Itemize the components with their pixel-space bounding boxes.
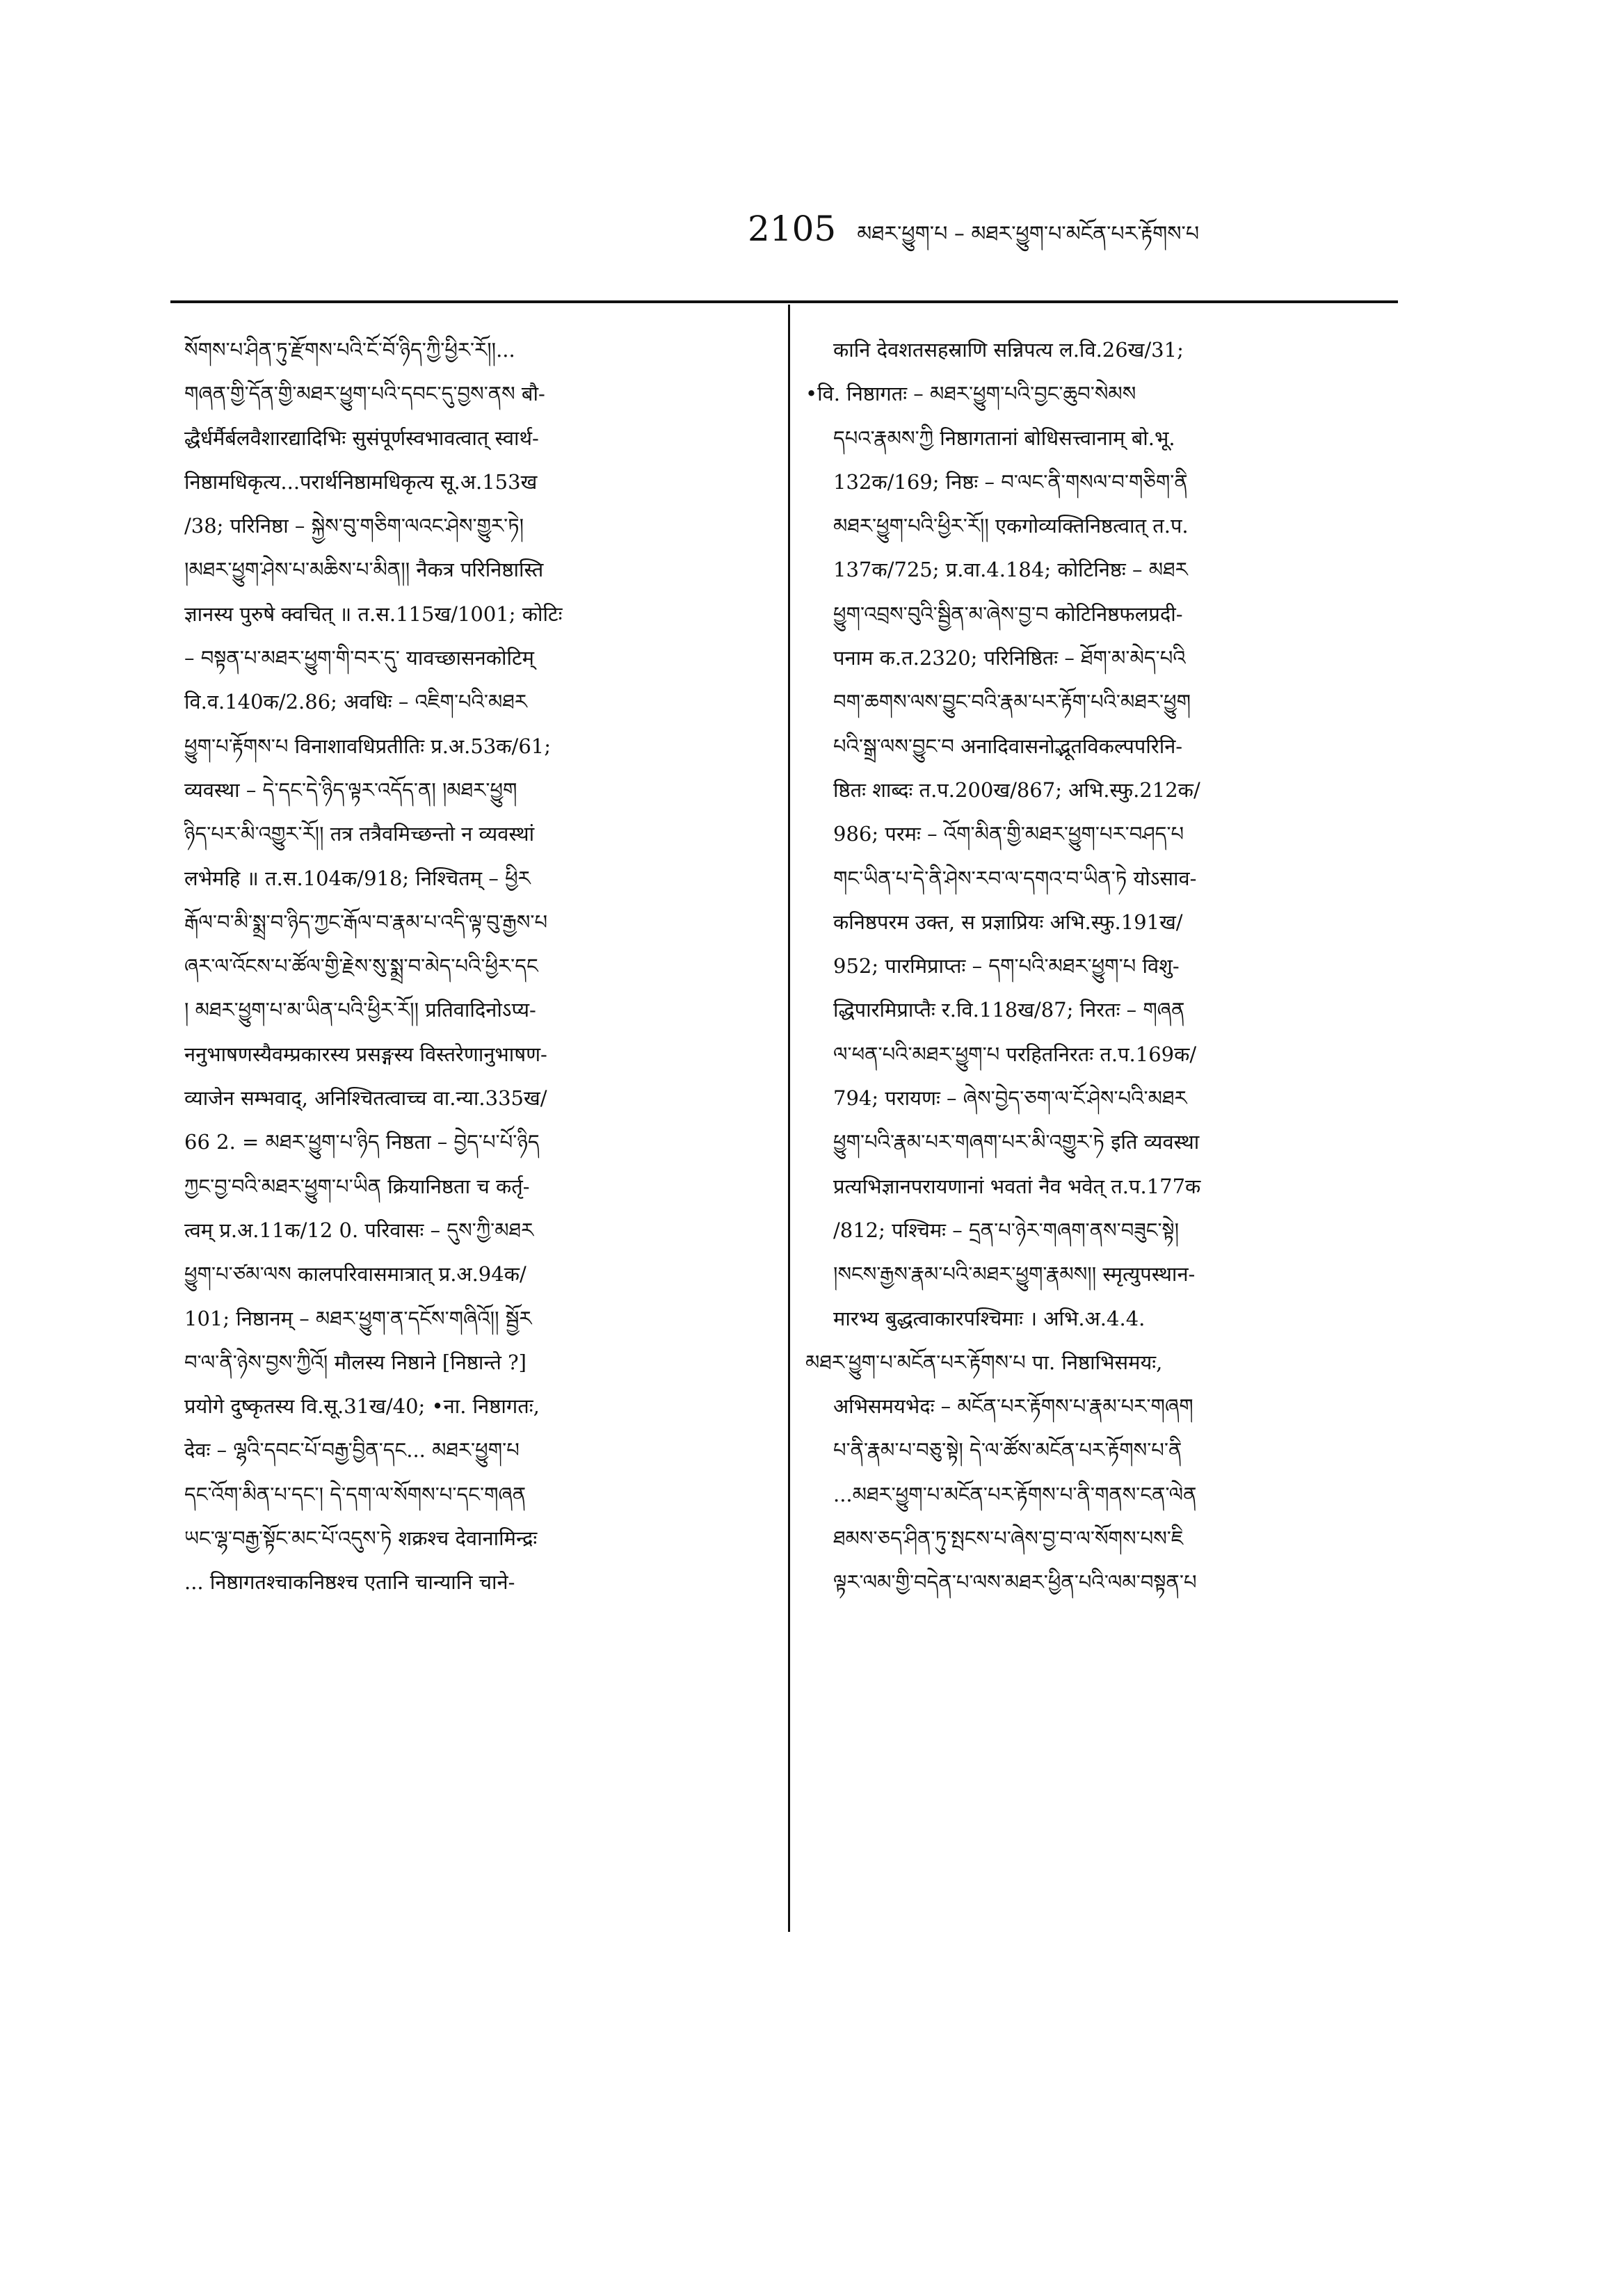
text-line: – བསྟན་པ་མཐར་ཕྱུག་གི་བར་དུ་ यावच्छासनकोटिम् [184, 646, 534, 670]
text-line: /38; परिनिष्ठा – སྐྱེས་བུ་གཅིག་ལའང་ཤེས་གྱུར་ཏེ། [184, 514, 524, 538]
page-header [748, 209, 1199, 269]
text-line: ज्ञानस्य पुरुषे क्वचित् ॥ त.स.115ख/1001; कोटिः [184, 602, 563, 626]
text-line: གང་ཡིན་པ་དེ་ནི་ཤེས་རབ་ལ་དགའ་བ་ཡིན་ཏེ योऽसाव- [833, 866, 1197, 890]
text-line: པའི་སྒྲ་ལས་བྱུང་བ अनादिवासनोद्भूतविकल्पपरिनि- [833, 734, 1183, 758]
text-line: द्धिपारमिप्राप्तैः र.वि.118ख/87; निरतः – གཞན [833, 998, 1185, 1022]
text-line: व्याजेन सम्भवाद्, अनिश्चितत्वाच्च वा.न्या.335ख/ [184, 1086, 547, 1111]
text-line: པ་ནི་རྣམ་པ་བཅུ་སྟེ། དེ་ལ་ཚོས་མངོན་པར་རྟོགས་པ་ནི [833, 1438, 1182, 1462]
entry-headword-line: མཐར་ཕྱུག་པ་མངོན་པར་རྟོགས་པ पा. निष्ठाभिसमयः, [805, 1350, 1163, 1374]
text-line: ། མཐར་ཕྱུག་པ་མ་ཡིན་པའི་ཕྱིར་རོ།། प्रतिवादिनोऽप्य- [184, 998, 536, 1022]
text-line: मारभ्य बुद्धत्वाकारपश्चिमाः । अभि.अ.4.4. [833, 1306, 1145, 1330]
text-line: ཕྱུག་པ་ཙམ་ལས कालपरिवासमात्रात् प्र.अ.94क/ [184, 1262, 526, 1287]
text-line: སོགས་པ་ཤིན་ཏུ་རྫོགས་པའི་ངོ་བོ་ཉིད་ཀྱི་ཕྱིར་རོ།།... [184, 338, 515, 362]
text-line: མཐར་ཕྱུག་པའི་ཕྱིར་རོ།། एकगोव्यक्तिनिष्ठत्वात् त.प. [833, 514, 1189, 538]
text-line: ཕྱུག་པའི་རྣམ་པར་གཞག་པར་མི་འགྱུར་ཏེ इति व्यवस्था [833, 1130, 1200, 1154]
text-line: ... निष्ठागतश्चाकनिष्ठश्च एतानि चान्यानि चाने- [184, 1570, 515, 1595]
text-line: 66 2. = མཐར་ཕྱུག་པ་ཉིད निष्ठता – བྱེད་པ་པོ་ཉིད [184, 1130, 540, 1154]
text-line: ཐམས་ཅད་ཤིན་ཏུ་སྤངས་པ་ཞེས་བྱ་བ་ལ་སོགས་པས་ཇི [833, 1526, 1184, 1551]
text-line: །མཐར་ཕྱུག་ཤེས་པ་མཆིས་པ་མིན།། नैकत्र परिनिष्ठास्ति [184, 558, 544, 582]
text-line: कनिष्ठपरम उक्त, स प्रज्ञाप्रियः अभि.स्फु.191ख/ [833, 910, 1183, 934]
text-line: निष्ठामधिकृत्य...परार्थनिष्ठामधिकृत्य सू.अ.153ख [184, 469, 538, 494]
text-line: प्रत्यभिज्ञानपरायणानां भवतां नैव भवेत् त.प.177क [833, 1174, 1201, 1198]
text-line: वि.व.140क/2.86; अवधिः – འཇིག་པའི་མཐར [184, 690, 527, 714]
text-line: ཡང་ལྷ་བརྒྱ་སྟོང་མང་པོ་འདུས་ཏེ शक्रश्च देवानामिन्द्रः [184, 1526, 538, 1551]
text-line: །སངས་རྒྱས་རྣམ་པའི་མཐར་ཕྱུག་རྣམས།། स्मृत्युपस्थान- [833, 1262, 1196, 1287]
text-line: देवः – ལྷའི་དབང་པོ་བརྒྱ་བྱིན་དང... མཐར་ཕྱུག་པ [184, 1438, 520, 1462]
text-line: पनाम क.त.2320; परिनिष्ठितः – ཐོག་མ་མེད་པའི [833, 646, 1186, 670]
right-column [805, 328, 1404, 1945]
text-line: •वि. निष्ठागतः – མཐར་ཕྱུག་པའི་བྱང་ཆུབ་སེམས [805, 382, 1136, 406]
text-line: ष्ठितः शाब्दः त.प.200ख/867; अभि.स्फु.212क/ [833, 777, 1200, 802]
text-line: 137क/725; प्र.वा.4.184; कोटिनिष्ठः – མཐར [833, 558, 1188, 582]
text-line: 986; परमः – འོག་མིན་གྱི་མཐར་ཕྱུག་པར་བཤད་པ [833, 822, 1184, 846]
text-line: 101; निष्ठानम् – མཐར་ཕྱུག་ན་དངོས་གཞིའོ།། སྦྱོར [184, 1306, 532, 1330]
text-line: བ་ལ་ནི་ཉེས་བྱས་ཀྱིའོ། मौलस्य निष्ठाने [निष्ठान्ते ?] [184, 1350, 526, 1374]
text-line: 794; परायणः – ཞེས་བྱེད་ཅག་ལ་ངོ་ཤེས་པའི་མཐར [833, 1086, 1187, 1111]
text-line: བག་ཆགས་ལས་བྱུང་བའི་རྣམ་པར་རྟོག་པའི་མཐར་ཕྱུག [833, 690, 1191, 714]
text-line: དཔའ་རྣམས་ཀྱི निष्ठागतानां बोधिसत्त्वानाम् बो.भू. [833, 426, 1175, 450]
page-number: 2105 [748, 209, 837, 249]
text-line: ...མཐར་ཕྱུག་པ་མངོན་པར་རྟོགས་པ་ནི་གནས་ངན་ལེན [833, 1482, 1197, 1506]
text-line: གཞན་གྱི་དོན་གྱི་མཐར་ཕྱུག་པའི་དབང་དུ་བྱས་ནས बौ- [184, 382, 545, 406]
text-line: द्धैर्धर्मैर्बलवैशारद्यादिभिः सुसंपूर्णस्वभावत्वात् स्वार्थ- [184, 426, 539, 450]
header-rule [170, 300, 1398, 303]
text-line: ལྟར་ལམ་གྱི་བདེན་པ་ལས་མཐར་ཕྱིན་པའི་ལམ་བསྟན་པ [833, 1570, 1197, 1595]
text-line: དང་འོག་མིན་པ་དང་། དེ་དག་ལ་སོགས་པ་དང་གཞན [184, 1482, 526, 1506]
text-line: लभेमहि ॥ त.स.104क/918; निश्चितम् – ཕྱིར [184, 866, 531, 890]
text-line: ཕྱུག་འབྲས་བུའི་སྦྱིན་མ་ཞེས་བྱ་བ कोटिनिष्ठफलप्रदी- [833, 602, 1183, 626]
text-line: /812; पश्चिमः – དྲན་པ་ཉེར་གཞག་ནས་བཟུང་སྟེ། [833, 1218, 1180, 1242]
text-line: 952; पारमिप्राप्तः – དག་པའི་མཐར་ཕྱུག་པ विशु- [833, 954, 1180, 978]
text-line: ཞར་ལ་འོངས་པ་ཚོལ་གྱི་རྗེས་སུ་སྨྲ་བ་མེད་པའི་ཕྱིར་དང [184, 954, 538, 978]
text-line: प्रयोगे दुष्कृतस्य वि.सू.31ख/40; •ना. निष्ठागतः, [184, 1394, 540, 1419]
text-line: ཉིད་པར་མི་འགྱུར་རོ།། तत्र तत्रैवमिच्छन्तो न व्यवस्थां [184, 822, 535, 846]
text-line: ཕྱུག་པ་རྟོགས་པ विनाशावधिप्रतीतिः प्र.अ.53क/61; [184, 734, 551, 758]
text-line: རྒོལ་བ་མི་སྨྲ་བ་ཉིད་ཀྱང་རྒོལ་བ་རྣམ་པ་འདི་ལྟ་བུ་རྒྱས་པ [184, 910, 548, 934]
text-line: ལ་ཕན་པའི་མཐར་ཕྱུག་པ परहितनिरतः त.प.169क/ [833, 1042, 1197, 1066]
text-line: ཀྱང་བྱ་བའི་མཐར་ཕྱུག་པ་ཡིན क्रियानिष्ठता च कर्तृ- [184, 1174, 530, 1198]
text-line: अभिसमयभेदः – མངོན་པར་རྟོགས་པ་རྣམ་པར་གཞག [833, 1394, 1193, 1419]
column-divider [788, 305, 790, 1932]
text-line: कानि देवशतसहस्राणि सन्निपत्य ल.वि.26ख/31; [833, 338, 1184, 362]
running-header-title: མཐར་ཕྱུག་པ – མཐར་ཕྱུག་པ་མངོན་པར་རྟོགས་པ [857, 222, 1200, 246]
text-line: व्यवस्था – དེ་དང་དེ་ཉིད་ལྟར་འདོད་ན། །མཐར་ཕྱུག [184, 777, 517, 802]
left-column [184, 328, 772, 1928]
text-line: त्वम् प्र.अ.11क/12 0. परिवासः – དུས་ཀྱི་མཐར [184, 1218, 534, 1242]
text-line: 132क/169; निष्ठः – བ་ལང་ནི་གསལ་བ་གཅིག་ནི [833, 469, 1188, 494]
text-line: ननुभाषणस्यैवम्प्रकारस्य प्रसङ्गस्य विस्तरेणानुभाषण- [184, 1042, 547, 1066]
